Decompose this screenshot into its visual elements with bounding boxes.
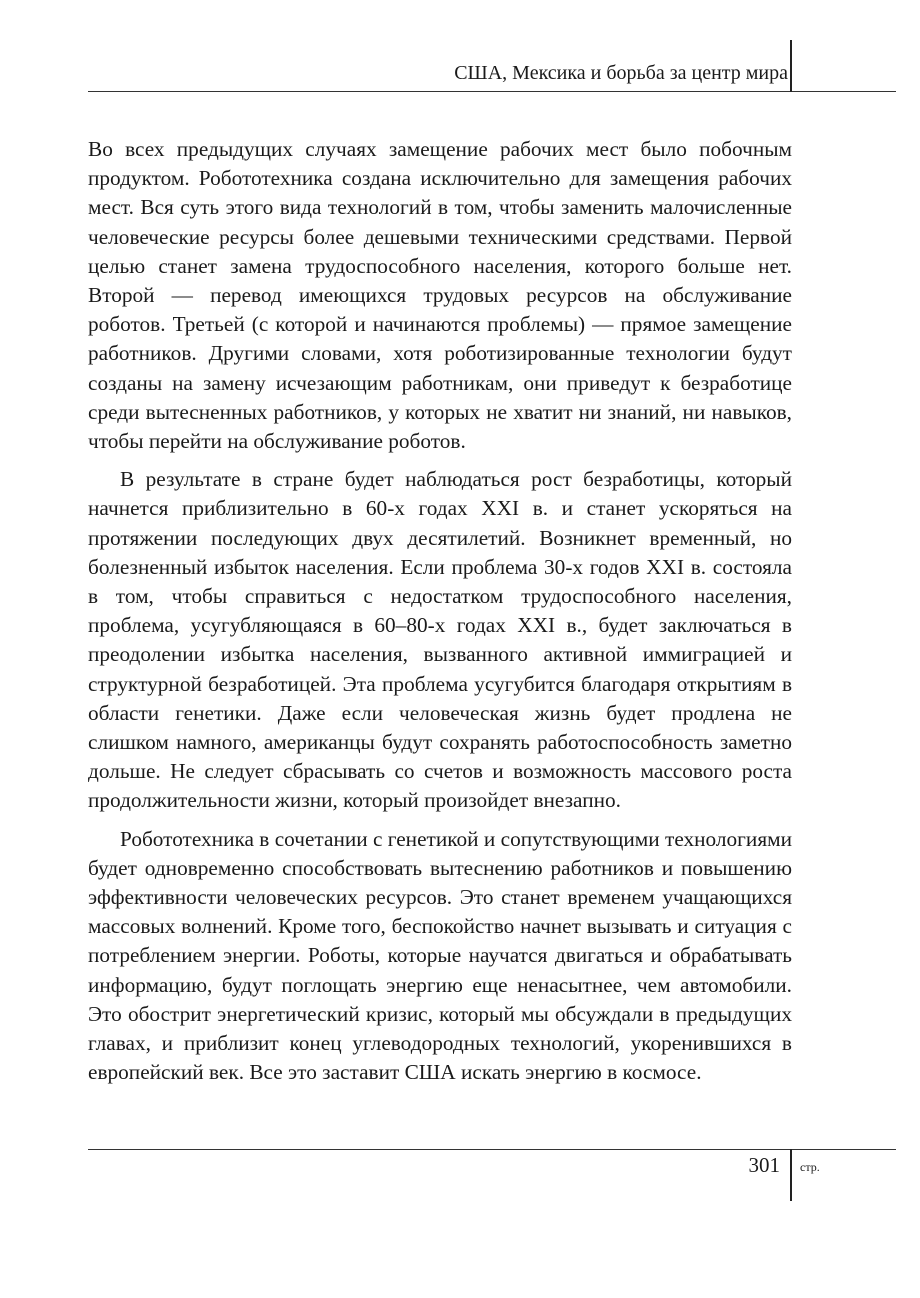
- paragraph-2: В результате в стране будет наблюдаться рост безработицы, который начнется приблизительно в 60-х годах XXI в. и станет ускоряться на протяжении последующих двух десятилетий. Возникнет временный, но болезненный избыток населения. Если проблема 30-х годов XXI в. состояла в том, чтобы справиться с недостатком трудоспособного населения, проблема, усугубляющаяся в 60–80-х годах XXI в., будет заключаться в преодолении избытка населения, вызванного активной иммиграцией и структурной безработицей. Эта проблема усугубится благодаря открытиям в области генетики. Даже если человеческая жизнь будет продлена не слишком намного, американцы будут сохранять работоспособность заметно дольше. Не следует сбрасывать со счетов и возможность массового роста продолжительности жизни, который произойдет внезапно.: [88, 467, 792, 813]
- header-vertical-bar: [790, 40, 792, 92]
- body-text: [88, 135, 792, 1097]
- paragraph-3: Робототехника в сочетании с генетикой и сопутствующими технологиями будет одновременно способствовать вытеснению работников и повышению эффективности человеческих ресурсов. Это станет временем учащающихся массовых волнений. Кроме того, беспокойство начнет вызывать и ситуация с потреблением энергии. Роботы, которые научатся двигаться и обрабатывать информацию, будут поглощать энергию еще ненасытнее, чем автомобили. Это обострит энергетический кризис, который мы обсуждали в предыдущих главах, и приблизит конец углеводородных технологий, укоренившихся в европейский век. Все это заставит США искать энергию в космосе.: [88, 826, 792, 1085]
- header-rule: [88, 91, 896, 92]
- paragraph-1: Во всех предыдущих случаях замещение рабочих мест было побочным продуктом. Робототехника создана исключительно для замещения рабочих мест. Вся суть этого вида технологий в том, чтобы заменить малочисленные человеческие ресурсы более дешевыми техническими средствами. Первой целью станет замена трудоспособного населения, которого больше нет. Второй — перевод имеющихся трудовых ресурсов на обслуживание роботов. Третьей (с которой и начинаются проблемы) — прямое замещение работников. Другими словами, хотя роботизированные технологии будут созданы на замену исчезающим работникам, они приведут к безработице среди вытесненных работников, у которых не хватит ни знаний, ни навыков, чтобы перейти на обслуживание роботов.: [88, 137, 792, 454]
- running-title: США, Мексика и борьба за центр мира: [454, 62, 788, 84]
- footer-rule: [88, 1149, 896, 1150]
- page-number: 301: [748, 1153, 780, 1177]
- page-suffix: стр.: [800, 1160, 820, 1174]
- footer-vertical-bar: [790, 1149, 792, 1201]
